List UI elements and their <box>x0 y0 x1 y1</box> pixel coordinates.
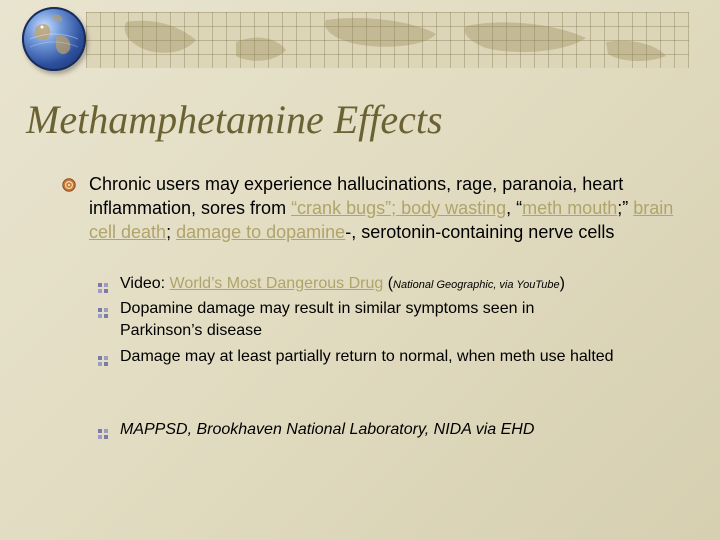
square-bullet-icon <box>98 353 108 363</box>
square-bullet-icon <box>98 426 108 436</box>
main-bullet-text <box>89 172 679 244</box>
dopamine-bullet-text: Dopamine damage may result in similar symptoms seen in Parkinson’s disease <box>120 300 535 339</box>
source-citation: MAPPSD, Brookhaven National Laboratory, NIDA via EHD <box>120 421 535 438</box>
video-source: National Geographic, via YouTube <box>393 279 560 291</box>
video-bullet-text <box>120 273 660 296</box>
video-prefix: Video: <box>120 275 170 292</box>
damage-to-dopamine-link[interactable]: damage to dopamine <box>176 222 346 242</box>
main-bullet-part1: Chronic users may experience hallucinations, rage, paranoia, heart inflammation, sores from <box>89 174 624 218</box>
main-bullet-part3: ;” <box>617 198 634 218</box>
main-bullet-part4: ; <box>166 222 177 242</box>
brain-cell-death-link[interactable]: brain cell death <box>89 198 674 242</box>
meth-mouth-link[interactable]: meth mouth <box>522 198 618 218</box>
main-bullet-part5: -, serotonin-containing nerve cells <box>345 222 615 242</box>
main-bullet-part2: , “ <box>506 198 523 218</box>
damage-bullet-text: Damage may at least partially return to normal, when meth use halted <box>120 348 614 365</box>
worlds-most-dangerous-drug-link[interactable]: World’s Most Dangerous Drug <box>169 275 384 292</box>
square-bullet-icon <box>98 280 108 290</box>
gear-bullet-icon <box>62 178 76 192</box>
world-map-icon <box>86 12 689 68</box>
square-bullet-icon <box>98 305 108 315</box>
slide-title: Methamphetamine Effects <box>26 97 443 142</box>
video-close-paren: ) <box>559 275 565 292</box>
video-open-paren: ( <box>383 275 394 292</box>
globe-icon <box>22 7 86 71</box>
crank-bugs-link[interactable]: “crank bugs”; body wasting <box>291 198 507 218</box>
world-map-banner <box>86 12 689 68</box>
